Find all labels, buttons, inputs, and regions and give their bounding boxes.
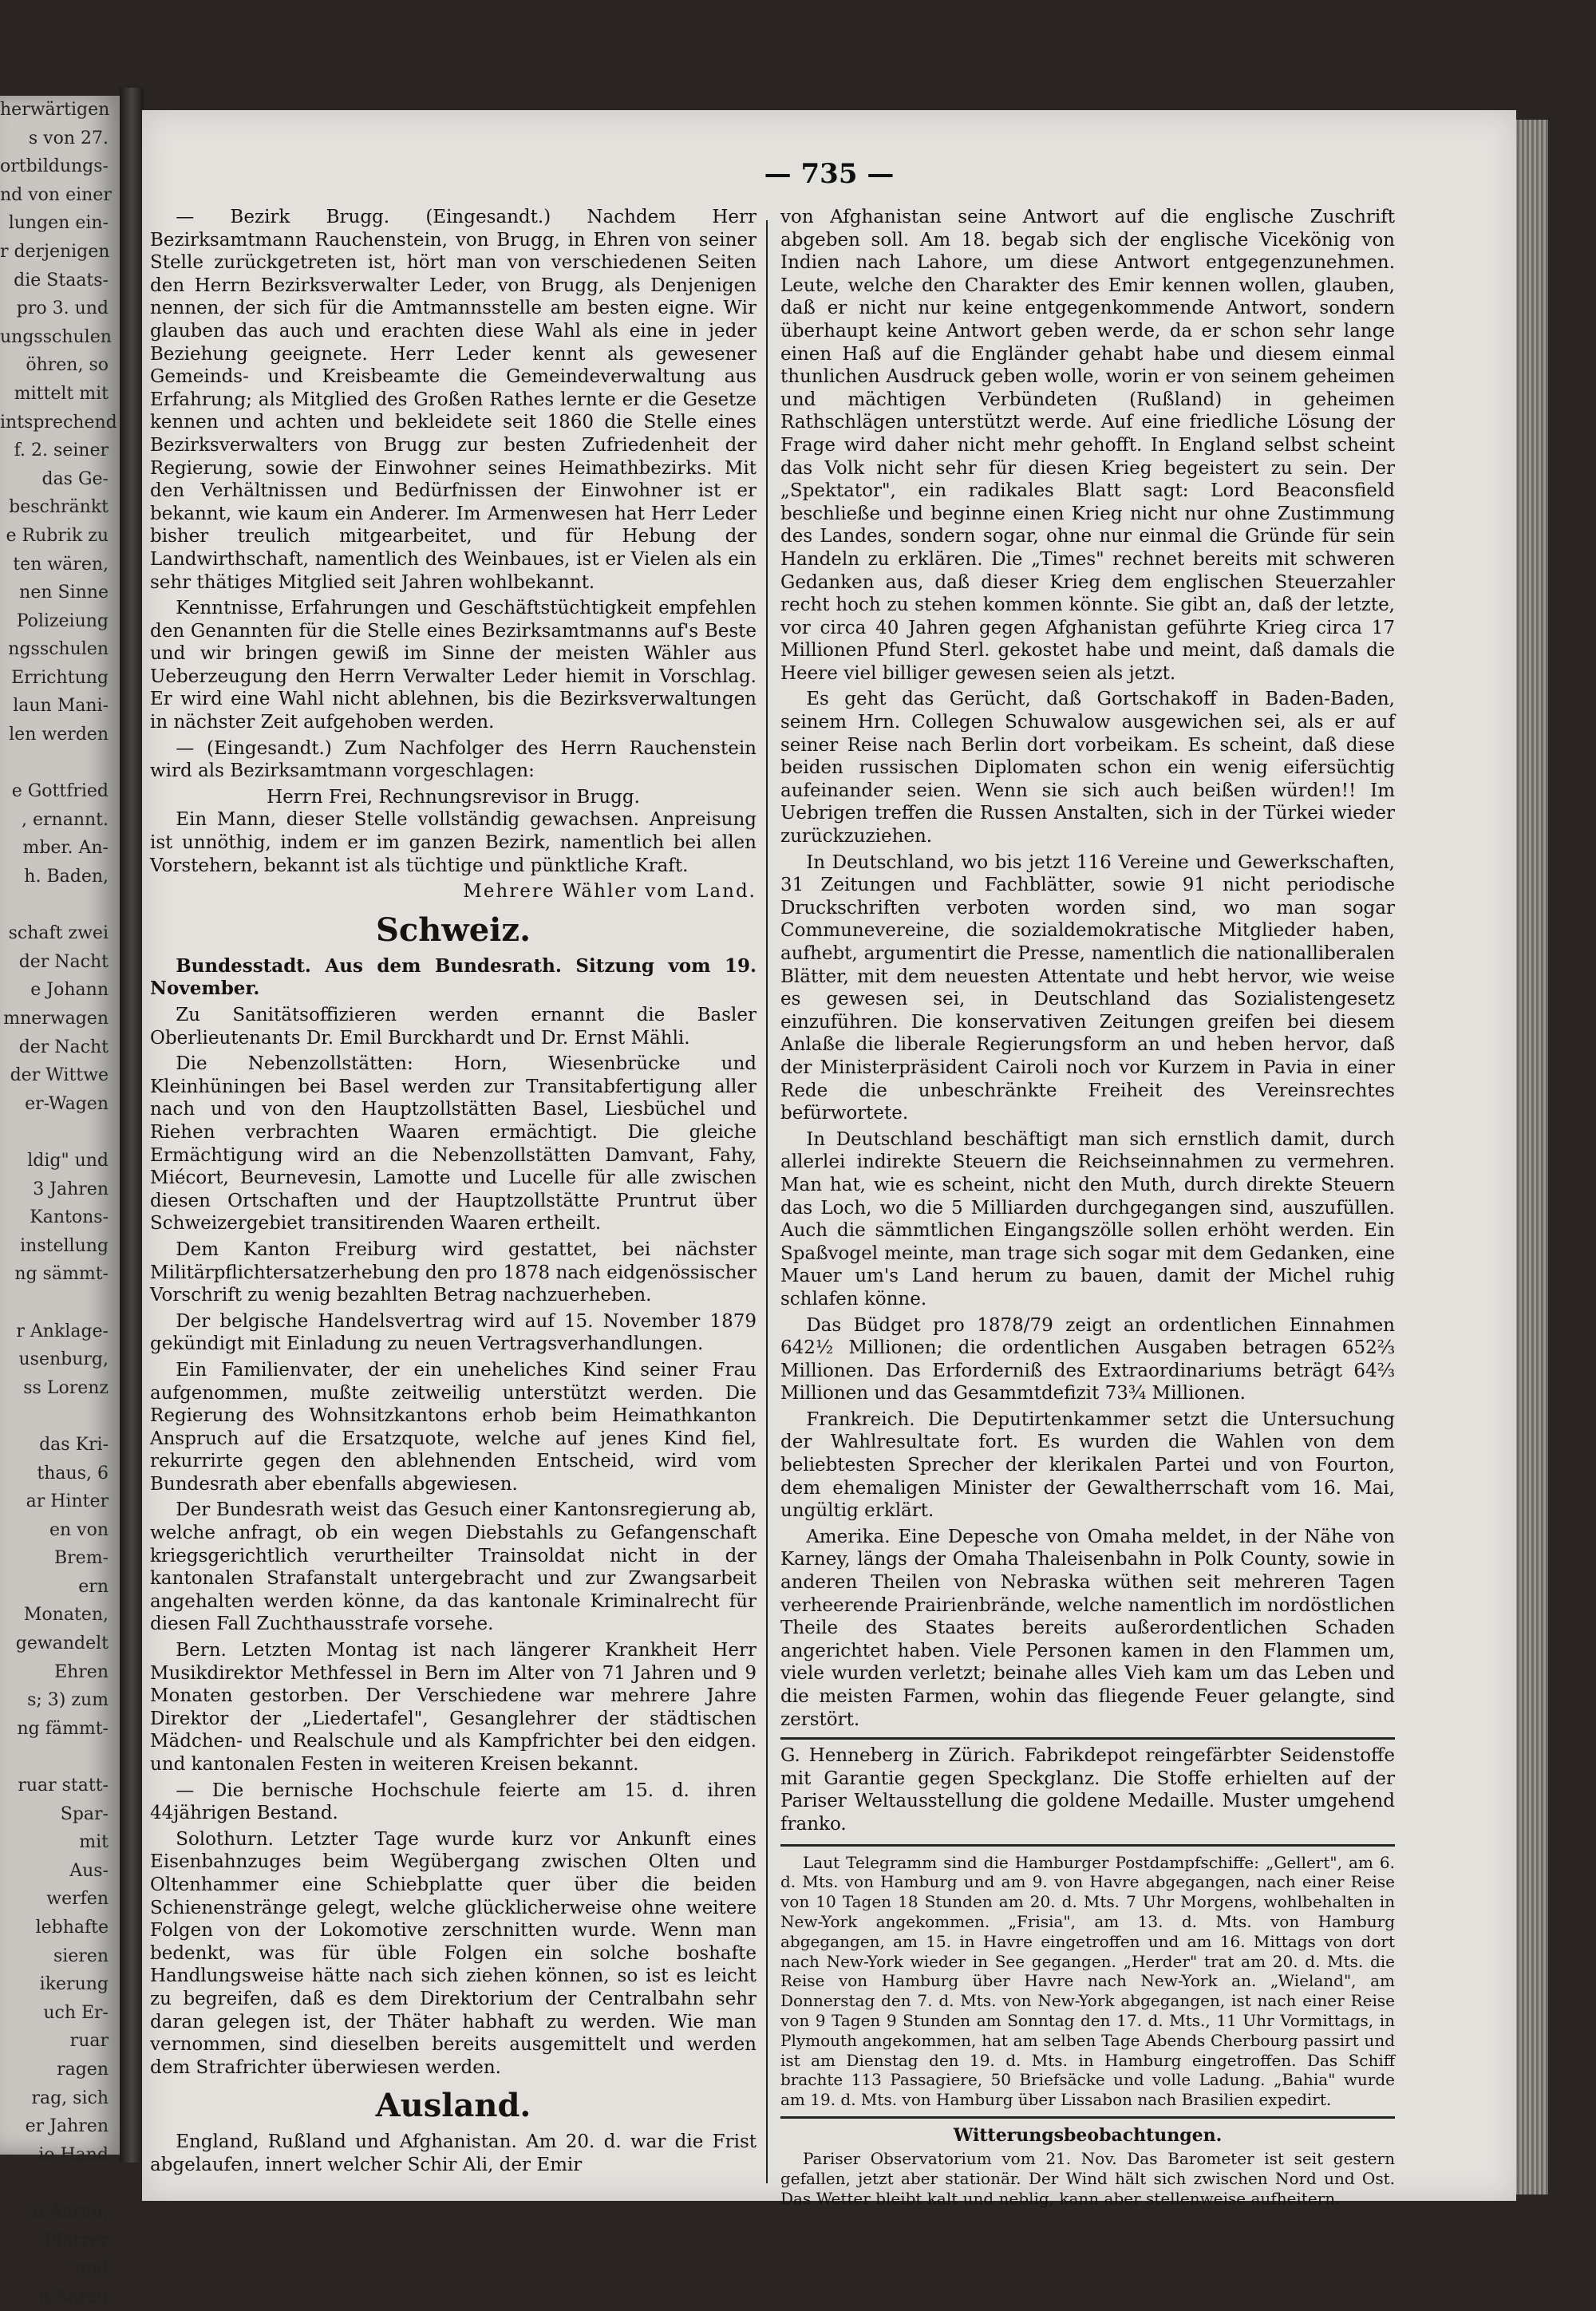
left-page-line: ikerung xyxy=(39,1974,109,1995)
left-page-line: ten wären, xyxy=(13,554,109,575)
left-page-line: Ehren xyxy=(54,1661,109,1682)
left-page-line: e Rubrik zu xyxy=(6,525,109,546)
left-page-line: mnerwagen xyxy=(3,1009,109,1029)
article-ausland-p1: England, Rußland und Afghanistan. Am 20. d. war die Frist abgelaufen, innert welcher Schir Ali, der Emir xyxy=(150,2131,757,2175)
article-bund-p7: Der Bundesrath weist das Gesuch einer Kantonsregierung ab, welche anfragt, ob ein wegen Diebstahls zu Gefangenschaft kriegsgerichtlich verurtheilter Trainsoldat nicht in der kantonalen Strafanstalt untergebracht und zur Zwangsarbeit angehalten werden könne, da das kantonale Kriminalrecht für diesen Fall Zuchthausstrafe vorsehe. xyxy=(150,1499,757,1635)
left-page-line: das Kri- xyxy=(39,1434,109,1455)
left-page-line: n Aarau, xyxy=(33,2201,109,2222)
left-page-line: pro 3. und xyxy=(16,298,109,319)
left-page-line xyxy=(0,1118,120,1147)
left-page-line: herwärtigen xyxy=(0,100,110,120)
left-page-line: Spar- xyxy=(60,1803,109,1824)
left-page-line: Polizeiung xyxy=(16,610,109,631)
left-page-line: schaft zwei xyxy=(8,923,109,944)
left-page-line: nen Sinne xyxy=(19,583,109,603)
left-page-line: uch Er- xyxy=(43,2002,109,2023)
left-page-line: r Anklage- xyxy=(16,1321,109,1341)
left-page-line: ie Hand xyxy=(38,2144,109,2165)
left-page-fragment xyxy=(0,96,120,2307)
left-page-line: beschränkt xyxy=(9,497,109,518)
left-page-line: , ernannt. xyxy=(22,809,109,830)
article-brugg-p4: Ein Mann, dieser Stelle vollständig gewachsen. Anpreisung ist unnöthig, indem er im ganzen Bezirk, namentlich bei allen Vorstehern, bekannt ist als tüchtige und pünktliche Kraft. xyxy=(150,809,757,876)
left-page-line: ragen xyxy=(57,2059,109,2080)
left-page-line: mittelt mit xyxy=(14,383,109,404)
left-page-line: 3 Jahren xyxy=(33,1179,109,1199)
left-page-line: r derjenigen xyxy=(0,241,110,262)
article-bund-p6: Ein Familienvater, der ein uneheliches Kind seiner Frau aufgenommen, mußte zeitweilig unterstützt werden. Die Regierung des Wohnsitzkantons erhob beim Heimathkanton Anspruch auf die Ersatzquote, welche auf jenes Kind fiel, rekurrirte gegen den ablehnenden Entscheid, wird vom Bundesrath aber ebenfalls abgewiesen. xyxy=(150,1359,757,1495)
left-page-line: ng fämmt- xyxy=(17,1718,109,1739)
advertisement-text: G. Henneberg in Zürich. Fabrikdepot reingefärbter Seidenstoffe mit Garantie gegen Speckglanz. Die Stoffe erhielten auf der Pariser Weltausstellung die goldene Medaille. Muster umgehend franko. xyxy=(780,1745,1395,1835)
left-page-line xyxy=(0,891,120,920)
left-page-line: und xyxy=(74,2258,109,2279)
article-deutschland-p1: In Deutschland, wo bis jetzt 116 Vereine und Gewerkschaften, 31 Zeitungen und Fachblätter, sowie 91 nicht periodische Druckschriften verboten worden sind, wo man sogar Communevereine, die sozialdemokratische Mitglieder haben, aufhebt, argumentirt die Presse, namentlich die nationalliberalen Blätter, mit dem neuesten Attentate und hebt hervor, wie weise es gewesen sei, in Deutschland das Sozialistengesetz einzuführen. Die konservativen Zeitungen greifen bei diesem Anlaße die liberale Regierungsform an und heben hervor, daß der Ministerpräsident Cairoli noch vor Kurzem in Pavia in einer Rede die unbeschränkte Freiheit des Vereinsrechtes befürwortete. xyxy=(780,851,1395,1124)
left-page-line: e Johann xyxy=(30,980,109,1001)
left-page-line: der Nacht xyxy=(18,1037,109,1057)
left-page-line: Kantons- xyxy=(30,1207,109,1228)
book-spine xyxy=(120,88,144,2163)
left-page-line xyxy=(0,1289,120,1317)
column-left xyxy=(150,206,757,2177)
left-page-line: Aus- xyxy=(69,1860,109,1881)
left-page-line: rag, sich xyxy=(31,2088,109,2108)
left-page-line: f. 2. seiner xyxy=(14,440,109,461)
left-page-line: ldig" und xyxy=(27,1150,109,1171)
page-number: — 735 — xyxy=(764,158,895,190)
left-page-line: thaus, 6 xyxy=(37,1463,109,1483)
left-page-line: der Wittwe xyxy=(10,1065,109,1086)
left-page-line: sieren xyxy=(53,1946,109,1966)
left-page-line: der Nacht xyxy=(18,951,109,972)
article-brugg-candidate: Herrn Frei, Rechnungsrevisor in Brugg. xyxy=(267,786,640,808)
left-page-line: er Jahren xyxy=(25,2116,109,2137)
article-brugg-p1: — Bezirk Brugg. (Eingesandt.) Nachdem Herr Bezirksamtmann Rauchenstein, von Brugg, in Ehren von seiner Stelle zurückgetreten ist, hört man von verschiedenen Seiten den Herrn Bezirksverwalter Leder, von Brugg, als Denjenigen nennen, der sich für die Amtmannsstelle am besten eigne. Wir glauben das auch und erachten diese Wahl als eine in jeder Beziehung geeignete. Herr Leder kennt als gewesener Gemeinds- und Kreisbeamte die Gemeindeverwaltung aus Erfahrung; als Mitglied des Großen Rathes lernte er die Gesetze kennen und achten und bekleidete seit 1860 die Stelle eines Bezirksverwalters von Brugg zur besten Zufriedenheit der Regierung, sowie der Einwohner seines Heimathbezirks. Mit den Verhältnissen und Bedürfnissen der Einwohner ist er bekannt, wie kaum ein Anderer. Im Armenwesen hat Herr Leder bisher treulich mitgearbeitet, und für Hebung der Landwirthschaft, namentlich des Weinbaues, ist er Vielen als ein sehr thätiges Mitglied seit Jahren wohlbekannt. xyxy=(150,207,757,593)
left-page-line: er-Wagen xyxy=(25,1093,109,1114)
left-page-line: lungen ein- xyxy=(8,213,109,234)
left-page-line: en von xyxy=(49,1519,109,1540)
left-page-line: Errichtung xyxy=(11,667,109,688)
article-england-p2: Es geht das Gerücht, daß Gortschakoff in Baden-Baden, seinem Hrn. Collegen Schuwalow ausgewichen sei, als er auf seiner Reise nach Berlin dort vorbeikam. Es scheint, daß diese beiden russischen Diplomaten schon ein wenig eifersüchtig aufeinander seien. Wenn sie sich auch beißen würden!! Im Uebrigen treffen die Russen Anstalten, sich in der Türkei wieder zurückzuziehen. xyxy=(780,689,1395,847)
left-page-line xyxy=(0,749,120,778)
left-page-line: e Gottfried xyxy=(11,781,109,802)
divider-rule xyxy=(780,2116,1395,2119)
advertisement-henneberg xyxy=(780,1737,1395,1846)
left-page-line: Pfarrer xyxy=(44,2230,109,2250)
left-page-line: ortbildungs- xyxy=(0,156,109,177)
left-page-line xyxy=(0,1743,120,1772)
article-deutschland-p2: In Deutschland beschäftigt man sich ernstlich damit, durch allerlei indirekte Steuern die Reichseinnahmen zu vermehren. Man hat, wie es scheint, nicht den Muth, durch direkte Steuern das Loch, wo die 5 Milliarden durchgegangen sind, auszufüllen. Auch die sämmtlichen Eingangszölle sollen erhöht werden. Ein Spaßvogel meinte, man trage sich sogar mit dem Gedanken, eine Mauer um's Land herum zu bauen, damit der Michel ruhig schlafen könne. xyxy=(780,1128,1395,1310)
left-page-line: ruar statt- xyxy=(18,1776,109,1796)
left-page-line: die Staats- xyxy=(14,270,109,290)
article-bern-p1: Bern. Letzten Montag ist nach längerer Krankheit Herr Musikdirektor Methfessel in Bern im Alter von 71 Jahren und 9 Monaten gestorben. Der Verschiedene war mehrere Jahre Direktor der „Liedertafel", Gesanglehrer der städtischen Mädchen- und Realschule und als Kampfrichter bei den eidgen. und kantonalen Festen in weiteren Kreisen bekannt. xyxy=(150,1640,757,1775)
left-page-line: intsprechend xyxy=(0,412,117,433)
article-bund-p2: Zu Sanitätsoffizieren werden ernannt die Basler Oberlieutenants Dr. Emil Burckhardt und Dr. Ernst Mähli. xyxy=(150,1005,757,1049)
section-heading-ausland: Ausland. xyxy=(375,2087,531,2125)
left-page-line: mit xyxy=(79,1832,109,1853)
article-bund-p5: Der belgische Handelsvertrag wird auf 15. November 1879 gekündigt mit Einladung zu neuen Vertragsverhandlungen. xyxy=(150,1310,757,1355)
article-bund-p4: Dem Kanton Freiburg wird gestattet, bei nächster Militärpflichtersatzerhebung den pro 1878 nach eidgenössischer Vorschrift zu wenig bezahlten Betrag nachzuerheben. xyxy=(150,1238,757,1306)
column-right xyxy=(780,206,1395,2208)
article-bern-p2: — Die bernische Hochschule feierte am 15. d. ihren 44jährigen Bestand. xyxy=(150,1780,757,1824)
weather-report: Pariser Observatorium vom 21. Nov. Das Barometer ist seit gestern gefallen, jetzt aber stationär. Der Wind hält sich zwischen Nord und Ost. Das Wetter bleibt kalt und neblig, kann aber stellenweise aufheitern. xyxy=(780,2148,1395,2208)
left-page-line: laun Mani- xyxy=(13,696,109,717)
left-page-line: len werden xyxy=(9,725,109,745)
left-page-line: lebhafte xyxy=(35,1918,109,1938)
left-page-line xyxy=(0,1402,120,1431)
article-brugg-signature: Mehrere Wähler vom Land. xyxy=(463,881,757,903)
left-page-line: ern xyxy=(78,1576,109,1597)
article-deutschland-p3: Das Büdget pro 1878/79 zeigt an ordentlichen Einnahmen 642½ Millionen; die ordentlichen Ausgaben betragen 652⅔ Millionen. Das Erforderniß des Extraordinariums beträgt 64⅔ Millionen und das Gesammtdefizit 73¾ Millionen. xyxy=(780,1314,1395,1404)
left-page-line: öhren, so xyxy=(26,355,109,376)
left-page-line: instellung xyxy=(20,1235,109,1256)
article-england-p1: von Afghanistan seine Antwort auf die englische Zuschrift abgeben soll. Am 18. begab sich der englische Vicekönig von Indien nach Lahore, um diese Antwort entgegenzunehmen. Leute, welche den Charakter des Emir kennen wollen, glauben, daß er nicht nur keine entgegenkommende Antwort, sondern überhaupt keine Antwort geben werde, da er schon sehr lange einen Haß auf die Engländer gehabt habe und diesem einmal thunlichen Ausdruck geben wolle, worin er von seinem geheimen und mächtigen Verbündeten (Rußland) in geheimen Rathschlägen unterstützt werde. Auf eine friedliche Lösung der Frage wird daher nicht mehr gehofft. In England selbst scheint das Volk nicht sehr für diesen Krieg begeistert zu sein. Der „Spektator", ein radikales Blatt sagt: Lord Beaconsfield beschließe und beginne einen Krieg nicht nur ohne Zustimmung des Landes, sondern sogar, ohne nur einmal die Gründe für sein Handeln zu erklären. Die „Times" rechnet bereits mit schweren Gedanken aus, daß dieser Krieg dem englischen Steuerzahler recht hoch zu stehen kommen könnte. Sie gibt an, daß der letzte, vor circa 40 Jahren gegen Afghanistan geführte Krieg circa 17 Millionen Pfund Sterl. gekostet habe und meint, daß damals die Heere viel billiger gewesen seien als jetzt. xyxy=(780,207,1395,684)
left-page-line: ungsschulen xyxy=(0,326,112,347)
left-page-line: mber. An- xyxy=(22,838,109,859)
article-amerika-p1: Amerika. Eine Depesche von Omaha meldet, in der Nähe von Karney, längs der Omaha Thaleisenbahn in Polk County, sowie in anderen Theilen von Nebraska wüthen seit mehreren Tagen verheerende Prairienbrände, welche namentlich im nordöstlichen Theile des Staates bereits außerordentlichen Schaden angerichtet haben. Viele Personen kamen in den Flammen um, viele wurden verletzt; beinahe alles Vieh kam um das Leben und die meisten Farmen, wohin das fliegende Feuer gelangte, sind zerstört. xyxy=(780,1526,1395,1730)
left-page-line: h. Baden, xyxy=(24,867,109,887)
left-page-line: das Ge- xyxy=(41,468,109,489)
left-page-line: ar Hinter xyxy=(26,1491,109,1512)
left-page-line: ss Lorenz xyxy=(23,1377,109,1398)
page-edge xyxy=(1512,120,1548,2194)
left-page-line: ng sämmt- xyxy=(14,1264,109,1285)
left-page-line: nd von einer xyxy=(0,184,112,205)
article-bund-p1: Bundesstadt. Aus dem Bundesrath. Sitzung vom 19. November. xyxy=(150,954,757,1000)
newspaper-page xyxy=(142,110,1516,2208)
left-page-text xyxy=(0,96,120,2311)
left-page-line: s; 3) zum xyxy=(27,1690,109,1711)
article-brugg-p3: — (Eingesandt.) Zum Nachfolger des Herrn Rauchenstein wird als Bezirksamtmann vorgeschlagen: xyxy=(150,737,757,782)
article-bund-p3: Die Nebenzollstätten: Horn, Wiesenbrücke und Kleinhüningen bei Basel werden zur Transitabfertigung aller nach und von den Hauptzollstätten Basel, Liesbüchel und Riehen verbrachten Waaren ermächtigt. Die gleiche Ermächtigung wird an die Nebenzollstätten Damvant, Fahy, Miécort, Beurnevesin, Lamotte und Lucelle für alle zwischen diesen Ortschaften und der Hauptzollstätte Pruntrut über Schweizergebiet transitirenden Waaren ertheilt. xyxy=(150,1053,757,1235)
left-page-line xyxy=(0,2169,120,2198)
left-page-line: gewandelt xyxy=(15,1634,109,1654)
left-page-line: usenburg, xyxy=(18,1349,109,1370)
article-brugg-p2: Kenntnisse, Erfahrungen und Geschäftstüchtigkeit empfehlen den Genannten für die Stelle eines Bezirksamtmanns auf's Beste und wir bringen gewiß im Sinne der meisten Wähler aus Ueberzeugung den Herrn Verwalter Leder hiemit in Vorschlag. Er wird eine Wahl nicht ablehnen, bis die Bezirksverwaltungen in nächster Zeit aufgehoben werden. xyxy=(150,598,757,733)
left-page-line: Brem- xyxy=(54,1548,109,1569)
article-solothurn-p1: Solothurn. Letzter Tage wurde kurz vor Ankunft eines Eisenbahnzuges beim Wegübergang zwischen Olten und Oltenhammer eine Schiebplatte quer über die beiden Schienenstränge gelegt, welche glücklicherweise ohne weitere Folgen von der Lokomotive zerschnitten wurde. Wenn man bedenkt, was für üble Folgen ein solche boshafte Handlungsweise hätte nach sich ziehen können, so ist es leicht zu begreifen, daß es dem Direktorium der Centralbahn sehr daran gelegen ist, der Thäter habhaft zu werden. Wie man vernommen, sind dieselben bereits ausgemittelt und werden dem Strafrichter überwiesen werden. xyxy=(150,1828,757,2078)
left-page-line: ngsschulen xyxy=(8,639,109,660)
left-page-line: s von 27. xyxy=(28,128,109,148)
section-heading-schweiz: Schweiz. xyxy=(375,911,531,949)
weather-heading: Witterungsbeobachtungen. xyxy=(953,2124,1223,2146)
left-page-line: Monaten, xyxy=(23,1605,109,1626)
left-page-line: ruar xyxy=(69,2031,109,2052)
left-page-line: n Aarau xyxy=(38,2286,109,2307)
article-frankreich-p1: Frankreich. Die Deputirtenkammer setzt die Untersuchung der Wahlresultate fort. Es wurden die Wahlen von dem beliebtesten Sprecher der klerikalen Partei und von Fourton, dem ehemaligen Minister der Gewaltherrschaft vom 16. Mai, ungültig erklärt. xyxy=(780,1408,1395,1522)
column-divider xyxy=(766,220,768,2183)
shipping-notice: Laut Telegramm sind die Hamburger Postdampfschiffe: „Gellert", am 6. d. Mts. von Hamburg und am 9. von Havre abgegangen, nach einer Reise von 10 Tagen 18 Stunden am 20. d. Mts. 7 Uhr Morgens, wohlbehalten in New-York angekommen. „Frisia", am 13. d. Mts. von Hamburg abgegangen, am 15. in Havre eingetroffen und am 16. Mittags von dort nach New-York wieder in See gegangen. „Herder" trat am 20. d. Mts. die Reise von Hamburg über Havre nach New-York an. „Wieland", am Donnerstag den 7. d. Mts. von New-York abgegangen, ist nach einer Reise von 9 Tagen 9 Stunden am Sonntag den 17. d. Mts., 11 Uhr Vormittags, in Plymouth angekommen, hat am selben Tage Abends Cherbourg passirt und ist am Dienstag den 19. d. Mts. in Hamburg eingetroffen. Das Schiff brachte 113 Passagiere, 50 Briefsäcke und volle Ladung. „Bahia" wurde am 19. d. Mts. von Hamburg über Lissabon nach Brasilien expedirt. xyxy=(780,1852,1395,2110)
left-page-line: werfen xyxy=(46,1889,109,1910)
